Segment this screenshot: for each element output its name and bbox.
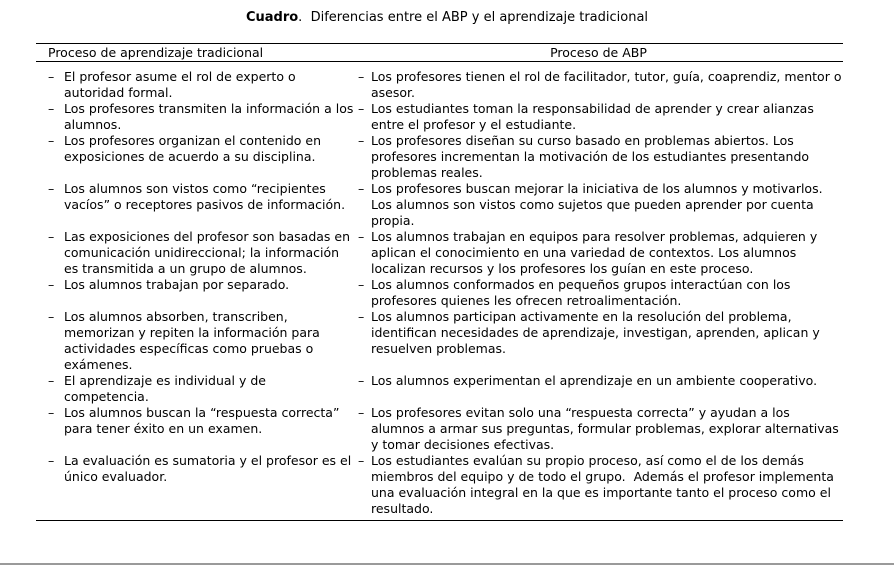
- cell-text: Las exposiciones del profesor son basadas en comunicación unidireccional; la información es transmitida a un grupo de alumnos.: [64, 229, 355, 276]
- table-row: [36, 181, 843, 229]
- table-row: [36, 69, 846, 101]
- table-row: [36, 133, 843, 181]
- table-row: [36, 405, 843, 453]
- traditional-cell: [36, 133, 354, 165]
- table-row: [36, 373, 843, 405]
- cell-text: La evaluación es sumatoria y el profesor es el único evaluador.: [64, 453, 356, 484]
- table-caption-keyword: Cuadro: [245, 10, 299, 25]
- abp-cell: [354, 101, 843, 133]
- cell-text: Los estudiantes toman la responsabilidad de aprender y crear alianzas entre el profesor y el estudiante.: [371, 101, 818, 132]
- cell-text: Los estudiantes evalúan su propio proceso, así como el de los demás miembros del equipo y de todo el grupo. Además el profesor implementa una evaluación integral en la que es importante tanto el proceso como el resultado.: [371, 453, 838, 516]
- dash-bullet: –: [358, 133, 365, 148]
- dash-bullet: –: [48, 309, 55, 324]
- cell-text: Los alumnos conformados en pequeños grupos interactúan con los profesores quienes les ofrecen retroalimentación.: [371, 277, 795, 308]
- traditional-cell: [36, 101, 358, 133]
- dash-bullet: –: [48, 133, 55, 148]
- cell-text: Los alumnos buscan la “respuesta correcta” para tener éxito en un examen.: [64, 405, 344, 436]
- caption-separator: .: [298, 10, 311, 25]
- table-row: [36, 229, 843, 277]
- page-bottom-border: [0, 563, 894, 565]
- abp-cell: [354, 133, 843, 181]
- dash-bullet: –: [358, 101, 365, 116]
- abp-cell: [354, 229, 843, 277]
- traditional-cell: [36, 277, 354, 293]
- column-header-abp: Proceso de ABP: [550, 45, 647, 60]
- table-body: [36, 62, 846, 521]
- abp-cell: [354, 309, 843, 357]
- traditional-cell: [36, 373, 354, 405]
- cell-text: Los alumnos absorben, transcriben, memorizan y repiten la información para actividades específicas como pruebas o exámenes.: [64, 309, 324, 372]
- cell-text: El profesor asume el rol de experto o autoridad formal.: [64, 69, 300, 100]
- dash-bullet: –: [48, 405, 55, 420]
- column-header-traditional: Proceso de aprendizaje tradicional: [48, 45, 264, 60]
- dash-bullet: –: [358, 181, 365, 196]
- cell-text: Los alumnos experimentan el aprendizaje en un ambiente cooperativo.: [371, 373, 818, 388]
- traditional-cell: [36, 309, 354, 373]
- dash-bullet: –: [358, 309, 365, 324]
- cell-text: Los profesores evitan solo una “respuesta correcta” y ayudan a los alumnos a armar sus preguntas, formular problemas, explorar alternativas y tomar decisiones efectivas.: [371, 405, 843, 452]
- cell-text: Los profesores transmiten la información a los alumnos.: [64, 101, 358, 132]
- table-row: [36, 101, 843, 133]
- dash-bullet: –: [358, 69, 365, 84]
- table-row: [36, 277, 843, 309]
- dash-bullet: –: [48, 69, 55, 84]
- table-caption-text: Diferencias entre el ABP y el aprendizaje tradicional: [310, 10, 649, 25]
- dash-bullet: –: [48, 277, 55, 292]
- traditional-cell: [36, 181, 354, 213]
- dash-bullet: –: [358, 405, 365, 420]
- cell-text: Los alumnos participan activamente en la resolución del problema, identifican necesidades de aprendizaje, investigan, aprenden, aplican y resuelven problemas.: [371, 309, 824, 356]
- dash-bullet: –: [48, 373, 55, 388]
- dash-bullet: –: [358, 453, 365, 468]
- cell-text: Los profesores tienen el rol de facilitador, tutor, guía, coaprendiz, mentor o asesor.: [371, 69, 846, 100]
- dash-bullet: –: [48, 229, 55, 244]
- traditional-cell: [36, 229, 354, 277]
- abp-cell: [354, 453, 843, 517]
- dash-bullet: –: [358, 373, 365, 388]
- dash-bullet: –: [358, 229, 365, 244]
- cell-text: Los alumnos trabajan en equipos para resolver problemas, adquieren y aplican el conocimiento en una variedad de contextos. Los alumnos localizan recursos y los profesores los guían en este proceso.: [371, 229, 822, 276]
- dash-bullet: –: [358, 277, 365, 292]
- cell-text: Los alumnos son vistos como “recipientes vacíos” o receptores pasivos de información.: [64, 181, 346, 212]
- traditional-cell: [36, 453, 354, 485]
- abp-cell: [354, 405, 843, 453]
- cell-text: Los alumnos trabajan por separado.: [64, 277, 290, 292]
- traditional-cell: [36, 405, 354, 437]
- cell-text: El aprendizaje es individual y de competencia.: [64, 373, 270, 404]
- page-title: [0, 10, 894, 26]
- abp-cell: [354, 277, 843, 309]
- abp-cell: [354, 373, 843, 389]
- table-row: [36, 309, 843, 373]
- dash-bullet: –: [48, 101, 55, 116]
- traditional-cell: [36, 69, 354, 101]
- dash-bullet: –: [48, 181, 55, 196]
- cell-text: Los profesores buscan mejorar la iniciativa de los alumnos y motivarlos. Los alumnos son vistos como sujetos que pueden aprender por cuenta propia.: [371, 181, 827, 228]
- cell-text: Los profesores diseñan su curso basado en problemas abiertos. Los profesores incrementan la motivación de los estudiantes presentando problemas reales.: [371, 133, 814, 180]
- comparison-table: [36, 43, 846, 521]
- dash-bullet: –: [48, 453, 55, 468]
- abp-cell: [354, 69, 846, 101]
- cell-text: Los profesores organizan el contenido en exposiciones de acuerdo a su disciplina.: [64, 133, 326, 164]
- table-row: [36, 453, 843, 517]
- abp-cell: [354, 181, 843, 229]
- table-header-row: [36, 43, 843, 62]
